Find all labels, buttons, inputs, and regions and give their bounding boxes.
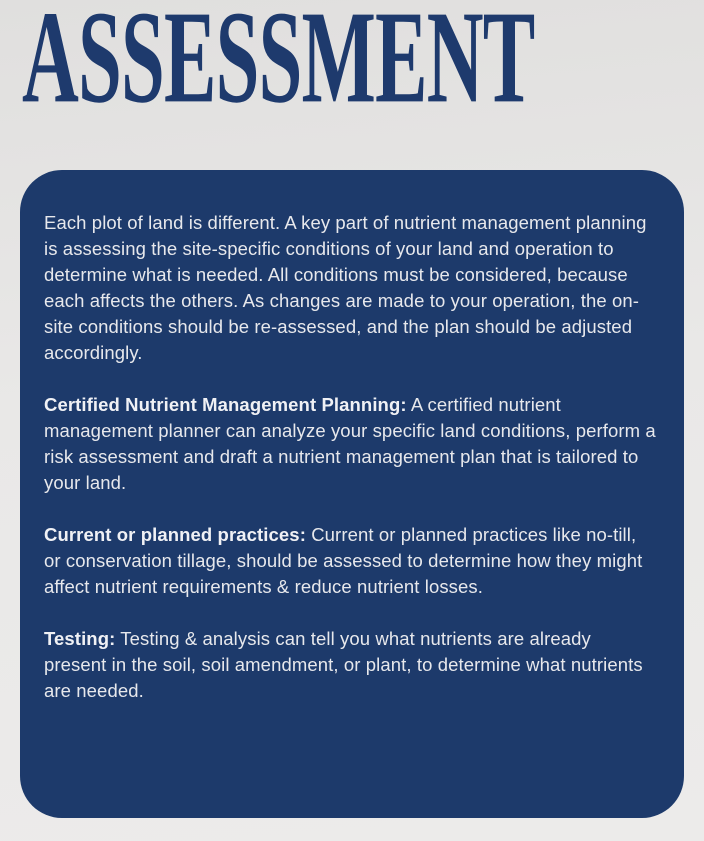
page-title: ASSESSMENT bbox=[22, 0, 535, 131]
paragraph-current-practices-body: Current or planned practices like no-till, or conservation tillage, should be assessed to determine how they might affect nutrient requirements & reduce nutrient losses. bbox=[44, 524, 643, 597]
paragraph-certified-planning bbox=[44, 392, 658, 496]
paragraph-testing-body: Testing & analysis can tell you what nutrients are already present in the soil, soil amendment, or plant, to determine what nutrients are needed. bbox=[44, 628, 643, 701]
paragraph-current-practices bbox=[44, 522, 658, 600]
paragraph-certified-planning-body: A certified nutrient management planner can analyze your specific land conditions, perform a risk assessment and draft a nutrient management plan that is tailored to your land. bbox=[44, 394, 656, 493]
paragraph-current-practices-lead: Current or planned practices: bbox=[44, 524, 306, 545]
assessment-card bbox=[20, 170, 684, 818]
paragraph-testing bbox=[44, 626, 658, 704]
paragraph-intro bbox=[44, 210, 658, 366]
paragraph-certified-planning-lead: Certified Nutrient Management Planning: bbox=[44, 394, 407, 415]
paragraph-intro-body: Each plot of land is different. A key part of nutrient management planning is assessing the site-specific conditions of your land and operation to determine what is needed. All conditions must be considered, because each affects the others. As changes are made to your operation, the on-site conditions should be re-assessed, and the plan should be adjusted accordingly. bbox=[44, 212, 647, 363]
page-header bbox=[0, 0, 704, 170]
paragraph-testing-lead: Testing: bbox=[44, 628, 116, 649]
